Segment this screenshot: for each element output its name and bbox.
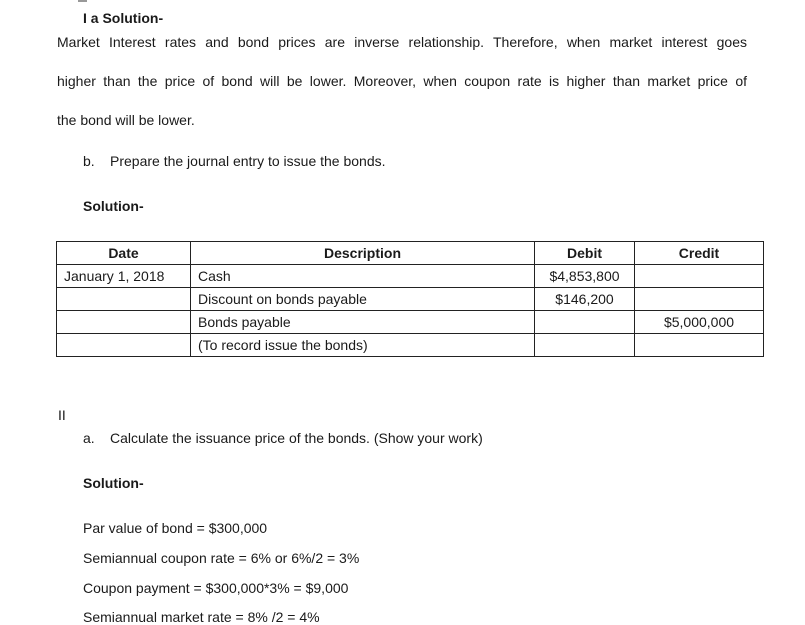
cell-description: Bonds payable [191, 311, 535, 334]
header-description: Description [191, 242, 535, 265]
cell-date [57, 334, 191, 357]
cell-description: Cash [191, 265, 535, 288]
header-date: Date [57, 242, 191, 265]
paragraph-line-3: the bond will be lower. [57, 112, 195, 128]
cell-credit [635, 334, 764, 357]
header-debit: Debit [535, 242, 635, 265]
cell-debit [535, 334, 635, 357]
page-edge-mark [78, 0, 87, 2]
question-a-text: Calculate the issuance price of the bonds. (Show your work) [110, 430, 483, 446]
cell-debit: $4,853,800 [535, 265, 635, 288]
paragraph-line-2: higher than the price of bond will be lower. Moreover, when coupon rate is higher than market price of [57, 73, 747, 89]
question-a-marker: a. [83, 430, 95, 446]
cell-date: January 1, 2018 [57, 265, 191, 288]
solution-label-b: Solution- [83, 198, 144, 214]
cell-credit [635, 265, 764, 288]
table-row [57, 334, 764, 357]
header-credit: Credit [635, 242, 764, 265]
cell-debit [535, 311, 635, 334]
table-row [57, 265, 764, 288]
cell-debit: $146,200 [535, 288, 635, 311]
work-line-coupon-payment: Coupon payment = $300,000*3% = $9,000 [83, 580, 349, 596]
cell-description: Discount on bonds payable [191, 288, 535, 311]
cell-description: (To record issue the bonds) [191, 334, 535, 357]
cell-credit: $5,000,000 [635, 311, 764, 334]
table-row [57, 288, 764, 311]
table-header-row [57, 242, 764, 265]
solution-label-a: Solution- [83, 475, 144, 491]
question-b-text: Prepare the journal entry to issue the bonds. [110, 153, 386, 169]
cell-date [57, 288, 191, 311]
work-line-par-value: Par value of bond = $300,000 [83, 520, 268, 536]
paragraph-line-1: Market Interest rates and bond prices are inverse relationship. Therefore, when market interest goes [57, 34, 747, 50]
question-b-marker: b. [83, 153, 95, 169]
table-row [57, 311, 764, 334]
cell-credit [635, 288, 764, 311]
part1-heading: I a Solution- [83, 10, 164, 26]
work-line-coupon-rate: Semiannual coupon rate = 6% or 6%/2 = 3% [83, 550, 360, 566]
journal-entry-table [56, 241, 764, 357]
cell-date [57, 311, 191, 334]
part2-marker: II [58, 407, 66, 423]
work-line-market-rate: Semiannual market rate = 8% /2 = 4% [83, 609, 320, 625]
